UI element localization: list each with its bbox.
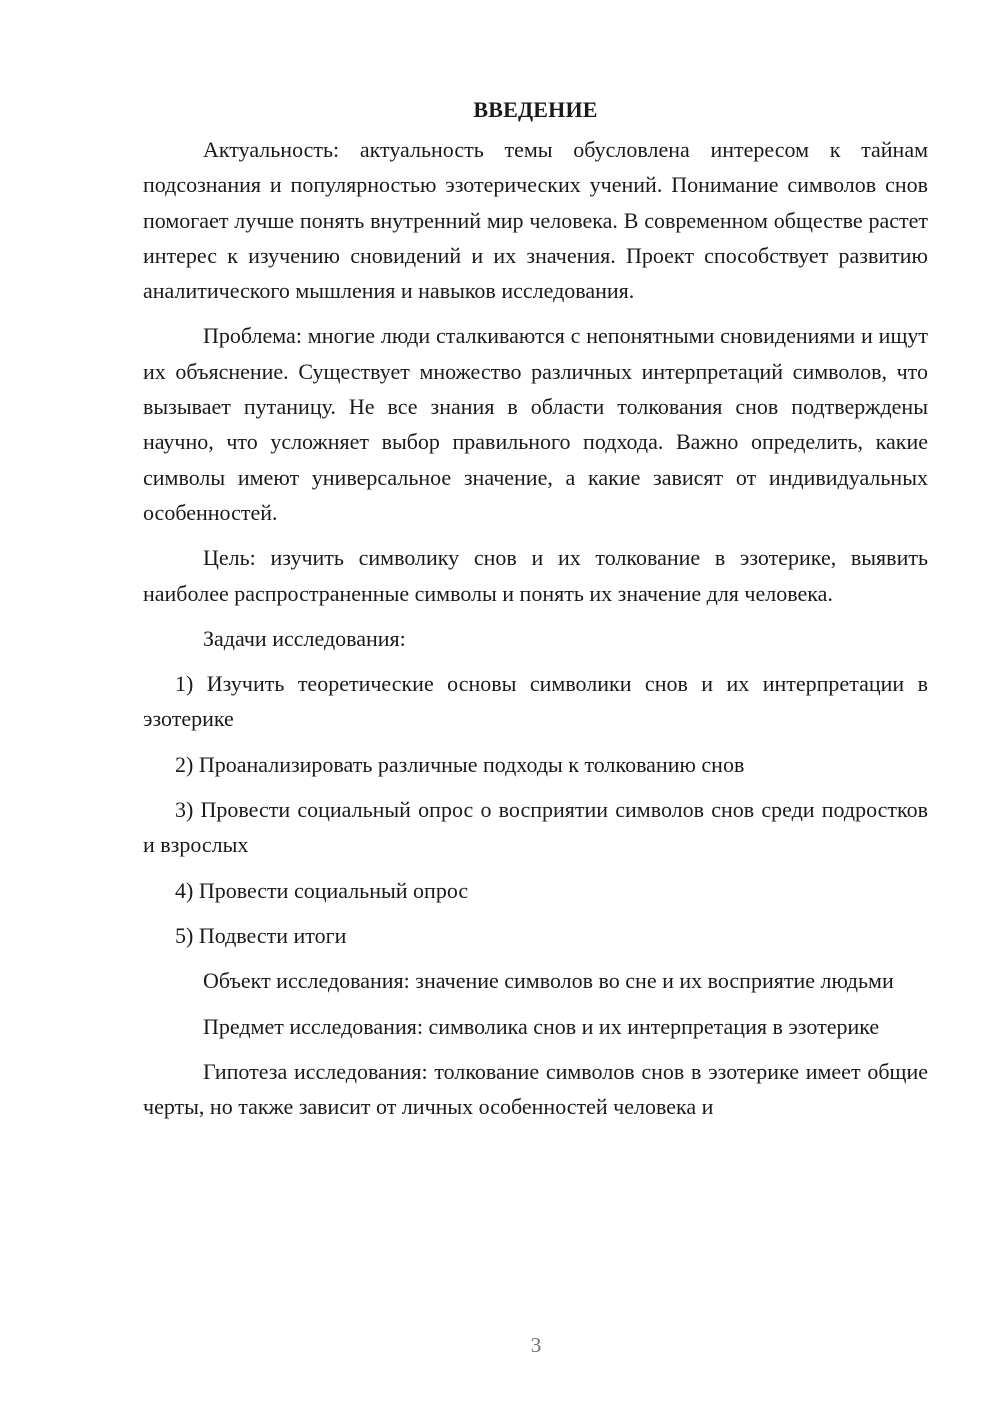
list-item: 5) Подвести итоги: [175, 922, 347, 948]
list-item: 1) Изучить теоретические основы символики снов и их интерпретации в эзотерике: [143, 671, 928, 732]
tasks-list: [143, 666, 928, 953]
paragraph-problem: Проблема: многие люди сталкиваются с непонятными сновидениями и ищут их объяснение. Существует множество различных интерпретаций символов, что вызывает путаницу. Не все знания в области толкования снов подтверждены научно, что усложняет выбор правильного подхода. Важно определить, какие символы имеют универсальное значение, а какие зависят от индивидуальных особенностей.: [143, 323, 928, 525]
paragraph-relevance: Актуальность: актуальность темы обусловлена интересом к тайнам подсознания и популярностью эзотерических учений. Понимание символов снов помогает лучше понять внутренний мир человека. В современном обществе растет интерес к изучению сновидений и их значения. Проект способствует развитию аналитического мышления и навыков исследования.: [143, 137, 928, 304]
document-page: [143, 92, 928, 1134]
paragraph-tasks-heading: Задачи исследования:: [203, 625, 406, 651]
list-item: 2) Проанализировать различные подходы к толкованию снов: [175, 751, 745, 777]
paragraph-object: Объект исследования: значение символов во сне и их восприятие людьми: [203, 968, 894, 994]
paragraph-subject: Предмет исследования: символика снов и их интерпретация в эзотерике: [203, 1013, 880, 1039]
paragraph-goal: Цель: изучить символику снов и их толкование в эзотерике, выявить наиболее распространенные символы и понять их значение для человека.: [143, 545, 928, 606]
document-title: ВВЕДЕНИЕ: [473, 97, 598, 122]
paragraph-hypothesis: Гипотеза исследования: толкование символов снов в эзотерике имеет общие черты, но также зависит от личных особенностей человека и: [143, 1058, 928, 1120]
page-number: 3: [530, 1333, 542, 1357]
list-item: 3) Провести социальный опрос о восприятии символов снов среди подростков и взрослых: [143, 797, 928, 858]
list-item: 4) Провести социальный опрос: [175, 877, 469, 903]
